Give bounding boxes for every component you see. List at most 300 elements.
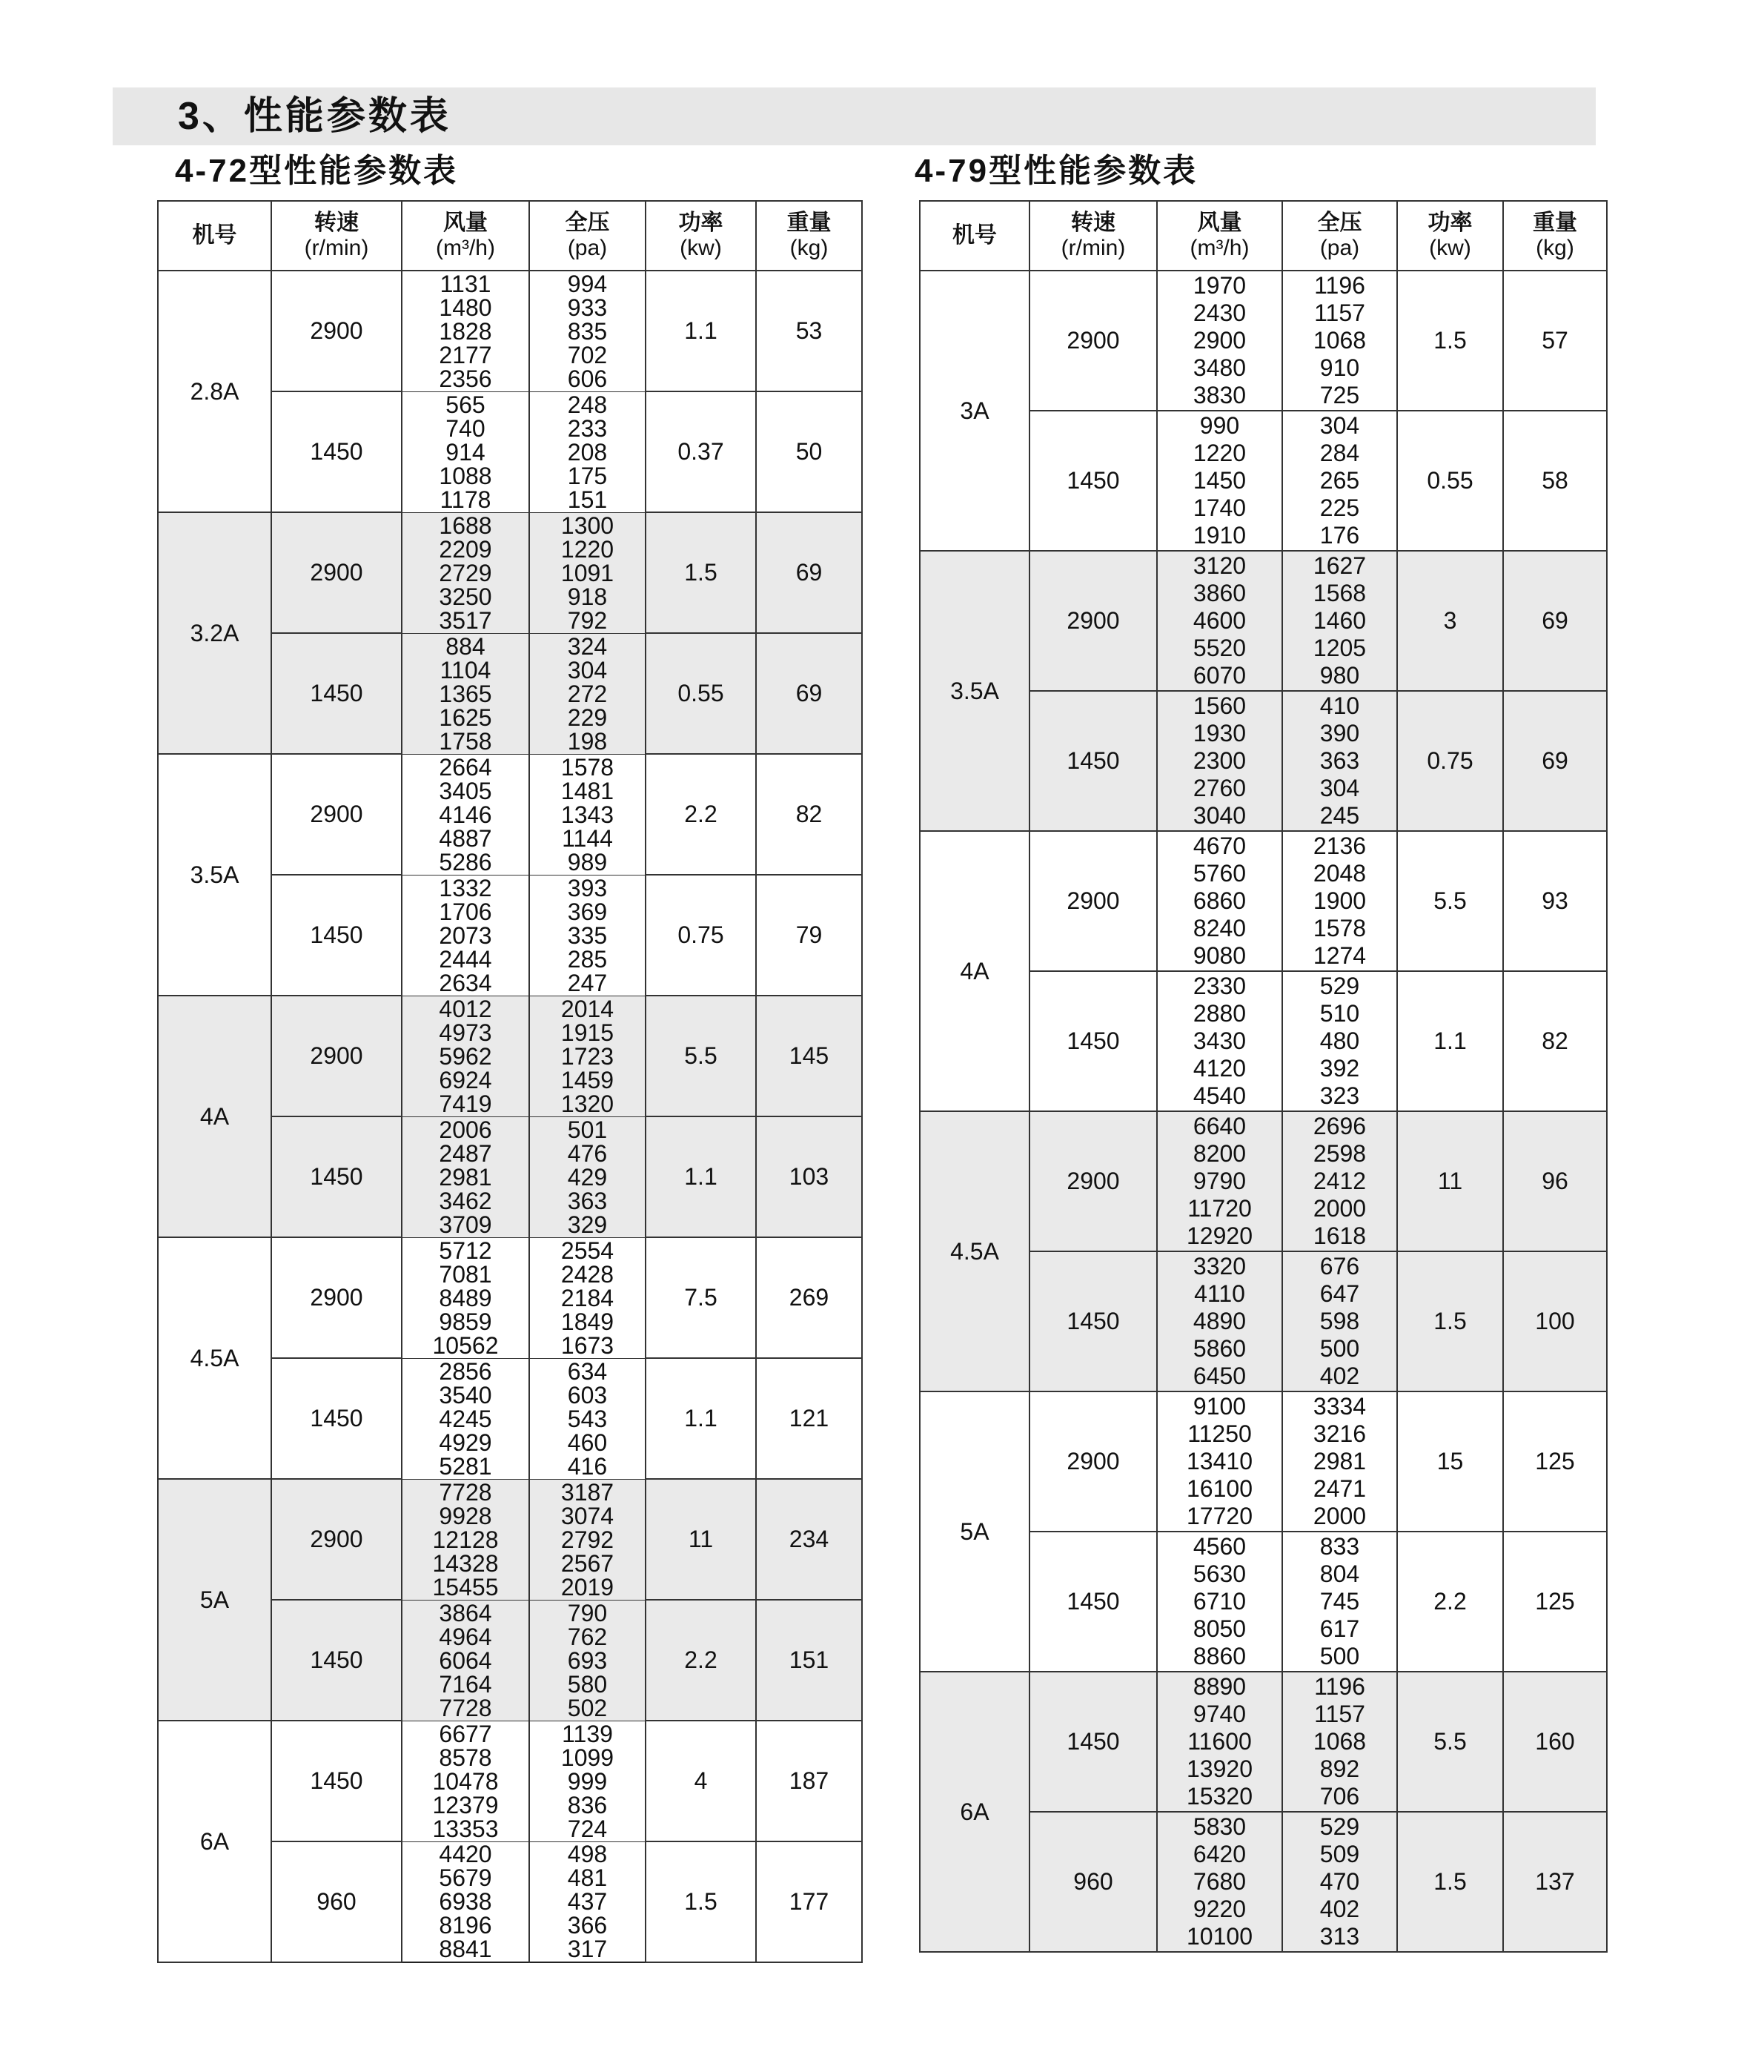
table-title-4-79: 4-79型性能参数表 bbox=[915, 153, 1198, 189]
table-row bbox=[920, 1111, 1607, 1251]
pressure-header bbox=[1282, 201, 1397, 271]
pressure-value: 1157 bbox=[1314, 1701, 1365, 1727]
flow-value: 2634 bbox=[439, 969, 492, 996]
flow-value: 11720 bbox=[1187, 1195, 1252, 1222]
pressure-cell bbox=[529, 1841, 646, 1962]
weight-cell: 50 bbox=[756, 391, 862, 512]
pressure-cell bbox=[529, 1721, 646, 1841]
flow-value: 1332 bbox=[439, 875, 492, 901]
flow-value: 4120 bbox=[1193, 1055, 1247, 1082]
weight-cell: 79 bbox=[756, 875, 862, 996]
flow-value: 3540 bbox=[439, 1381, 492, 1409]
speed-cell: 1450 bbox=[1029, 1672, 1157, 1812]
flow-value: 8240 bbox=[1193, 915, 1247, 941]
table-row bbox=[158, 754, 862, 875]
weight-cell: 57 bbox=[1503, 271, 1607, 411]
pressure-value: 390 bbox=[1319, 720, 1360, 747]
header-row bbox=[158, 201, 862, 271]
pressure-value: 2019 bbox=[560, 1573, 614, 1600]
header-unit: (kg) bbox=[789, 236, 829, 260]
flow-value: 7680 bbox=[1193, 1868, 1247, 1895]
weight-cell: 160 bbox=[1503, 1672, 1607, 1812]
power-cell: 2.2 bbox=[1397, 1532, 1503, 1672]
pressure-value: 335 bbox=[567, 921, 608, 949]
flow-value: 4245 bbox=[439, 1405, 492, 1432]
weight-cell: 103 bbox=[756, 1116, 862, 1237]
flow-value: 990 bbox=[1199, 412, 1240, 439]
flow-value: 1758 bbox=[439, 727, 492, 754]
flow-value: 12379 bbox=[432, 1791, 499, 1818]
pressure-value: 272 bbox=[567, 680, 608, 707]
pressure-value: 329 bbox=[567, 1211, 608, 1237]
flow-value: 1560 bbox=[1193, 692, 1247, 719]
model-cell: 5A bbox=[920, 1391, 1029, 1672]
pressure-value: 480 bbox=[1319, 1027, 1360, 1054]
model-cell: 3.2A bbox=[158, 512, 271, 754]
flow-value: 7728 bbox=[439, 1479, 492, 1506]
flow-value: 2729 bbox=[439, 559, 492, 586]
pressure-value: 437 bbox=[567, 1888, 608, 1916]
pressure-value: 647 bbox=[1319, 1280, 1360, 1307]
pressure-value: 2000 bbox=[1313, 1503, 1367, 1529]
flow-value: 15320 bbox=[1187, 1783, 1253, 1810]
flow-value: 2856 bbox=[439, 1358, 492, 1385]
flow-value: 8578 bbox=[439, 1744, 492, 1771]
power-cell: 5.5 bbox=[1397, 831, 1503, 971]
pressure-value: 313 bbox=[1319, 1923, 1360, 1950]
flow-value: 1688 bbox=[439, 512, 492, 539]
pressure-value: 3074 bbox=[560, 1502, 614, 1529]
flow-value: 4890 bbox=[1193, 1308, 1247, 1334]
pressure-cell bbox=[529, 1116, 646, 1237]
flow-value: 2430 bbox=[1193, 299, 1247, 326]
weight-cell: 125 bbox=[1503, 1532, 1607, 1672]
header-label: 转速 bbox=[1071, 211, 1115, 235]
flow-value: 1220 bbox=[1193, 440, 1247, 466]
speed-cell: 2900 bbox=[271, 996, 402, 1116]
flow-value: 8890 bbox=[1193, 1673, 1247, 1700]
pressure-value: 225 bbox=[1319, 494, 1360, 521]
flow-value: 2300 bbox=[1193, 747, 1247, 774]
model-header bbox=[158, 201, 271, 271]
flow-cell bbox=[402, 1116, 529, 1237]
speed-cell: 1450 bbox=[271, 1116, 402, 1237]
weight-cell: 177 bbox=[756, 1841, 862, 1962]
power-cell: 1.1 bbox=[646, 1358, 756, 1479]
flow-value: 4973 bbox=[439, 1019, 492, 1046]
table-row bbox=[158, 271, 862, 391]
power-cell: 1.1 bbox=[646, 1116, 756, 1237]
section-title: 3、性能参数表 bbox=[178, 95, 451, 138]
speed-cell: 2900 bbox=[1029, 831, 1157, 971]
flow-value: 1178 bbox=[440, 486, 491, 512]
flow-value: 6450 bbox=[1193, 1363, 1247, 1389]
flow-value: 7728 bbox=[439, 1694, 492, 1721]
pressure-cell bbox=[529, 1479, 646, 1600]
pressure-value: 1849 bbox=[560, 1308, 614, 1335]
flow-value: 3709 bbox=[439, 1211, 492, 1237]
pressure-value: 999 bbox=[567, 1767, 608, 1795]
pressure-value: 836 bbox=[567, 1791, 608, 1818]
flow-cell bbox=[1157, 1251, 1282, 1391]
flow-value: 2760 bbox=[1193, 775, 1247, 801]
pressure-value: 617 bbox=[1319, 1615, 1360, 1642]
pressure-value: 1673 bbox=[560, 1331, 614, 1358]
speed-cell: 1450 bbox=[271, 633, 402, 754]
model-cell: 3.5A bbox=[158, 754, 271, 996]
pressure-value: 176 bbox=[1319, 522, 1360, 549]
weight-cell: 121 bbox=[756, 1358, 862, 1479]
flow-value: 5760 bbox=[1193, 860, 1247, 887]
pressure-cell bbox=[529, 1358, 646, 1479]
flow-cell bbox=[402, 1600, 529, 1721]
table-row bbox=[158, 1721, 862, 1841]
flow-value: 17720 bbox=[1187, 1503, 1253, 1529]
flow-value: 3480 bbox=[1193, 354, 1247, 381]
speed-cell: 2900 bbox=[271, 271, 402, 391]
flow-value: 16100 bbox=[1187, 1475, 1253, 1502]
power-cell: 7.5 bbox=[646, 1237, 756, 1358]
flow-value: 11600 bbox=[1187, 1728, 1252, 1755]
power-cell: 0.75 bbox=[1397, 691, 1503, 831]
flow-value: 5281 bbox=[439, 1452, 492, 1479]
power-header bbox=[1397, 201, 1503, 271]
speed-cell: 2900 bbox=[271, 512, 402, 633]
flow-header bbox=[1157, 201, 1282, 271]
weight-cell: 58 bbox=[1503, 411, 1607, 551]
model-cell: 2.8A bbox=[158, 271, 271, 512]
weight-cell: 93 bbox=[1503, 831, 1607, 971]
flow-value: 914 bbox=[445, 438, 485, 466]
flow-value: 5860 bbox=[1193, 1335, 1247, 1362]
flow-value: 10100 bbox=[1187, 1923, 1253, 1950]
pressure-value: 2412 bbox=[1313, 1168, 1367, 1194]
power-cell: 11 bbox=[646, 1479, 756, 1600]
flow-cell bbox=[1157, 551, 1282, 691]
header-label: 机号 bbox=[192, 223, 237, 248]
flow-value: 2900 bbox=[1193, 327, 1247, 354]
flow-value: 3430 bbox=[1193, 1027, 1247, 1054]
pressure-value: 1915 bbox=[560, 1019, 614, 1046]
pressure-value: 792 bbox=[567, 606, 608, 633]
flow-value: 1450 bbox=[1193, 467, 1247, 494]
flow-value: 1970 bbox=[1193, 272, 1247, 299]
pressure-value: 606 bbox=[567, 365, 608, 391]
pressure-value: 1320 bbox=[560, 1090, 614, 1116]
pressure-value: 233 bbox=[567, 414, 608, 442]
pressure-value: 410 bbox=[1319, 692, 1360, 719]
pressure-value: 1139 bbox=[562, 1721, 613, 1747]
pressure-value: 933 bbox=[567, 294, 608, 321]
weight-cell: 82 bbox=[1503, 971, 1607, 1111]
pressure-value: 1157 bbox=[1314, 299, 1365, 326]
pressure-value: 500 bbox=[1319, 1643, 1360, 1669]
pressure-cell bbox=[529, 996, 646, 1116]
pressure-value: 706 bbox=[1319, 1783, 1360, 1810]
pressure-value: 790 bbox=[567, 1600, 608, 1626]
pressure-cell bbox=[529, 754, 646, 875]
flow-value: 3320 bbox=[1193, 1253, 1247, 1280]
pressure-cell bbox=[1282, 1251, 1397, 1391]
pressure-value: 317 bbox=[567, 1936, 608, 1962]
speed-cell: 1450 bbox=[1029, 1532, 1157, 1672]
pressure-value: 498 bbox=[567, 1841, 608, 1868]
pressure-value: 402 bbox=[1319, 1896, 1360, 1922]
pressure-value: 676 bbox=[1319, 1253, 1360, 1280]
pressure-value: 304 bbox=[1319, 775, 1360, 801]
flow-value: 8860 bbox=[1193, 1643, 1247, 1669]
flow-value: 884 bbox=[445, 633, 485, 660]
speed-header bbox=[1029, 201, 1157, 271]
header-unit: (m³/h) bbox=[1190, 236, 1250, 260]
table-row bbox=[920, 271, 1607, 411]
speed-cell: 1450 bbox=[271, 875, 402, 996]
pressure-value: 1578 bbox=[1313, 915, 1367, 941]
flow-value: 8200 bbox=[1193, 1140, 1247, 1167]
pressure-value: 598 bbox=[1319, 1308, 1360, 1334]
pressure-value: 1627 bbox=[1313, 552, 1367, 579]
pressure-value: 833 bbox=[1319, 1533, 1360, 1560]
flow-value: 565 bbox=[445, 391, 485, 418]
flow-value: 1088 bbox=[439, 462, 492, 489]
pressure-value: 1196 bbox=[1314, 272, 1365, 299]
flow-cell bbox=[1157, 971, 1282, 1111]
header-label: 全压 bbox=[565, 211, 610, 235]
pressure-value: 1900 bbox=[1313, 887, 1367, 914]
weight-cell: 100 bbox=[1503, 1251, 1607, 1391]
pressure-value: 1205 bbox=[1313, 635, 1367, 661]
power-cell: 0.55 bbox=[646, 633, 756, 754]
weight-cell: 69 bbox=[1503, 691, 1607, 831]
pressure-value: 363 bbox=[1319, 747, 1360, 774]
speed-cell: 1450 bbox=[271, 1600, 402, 1721]
pressure-value: 1578 bbox=[560, 754, 614, 781]
header-unit: (r/min) bbox=[1061, 236, 1126, 260]
flow-value: 3405 bbox=[439, 777, 492, 804]
flow-cell bbox=[1157, 691, 1282, 831]
pressure-value: 2136 bbox=[1313, 833, 1367, 859]
pressure-value: 989 bbox=[567, 848, 608, 875]
pressure-value: 265 bbox=[1319, 467, 1360, 494]
pressure-value: 910 bbox=[1319, 354, 1360, 381]
flow-value: 9100 bbox=[1193, 1393, 1247, 1420]
flow-cell bbox=[1157, 1672, 1282, 1812]
pressure-value: 693 bbox=[567, 1646, 608, 1674]
header-label: 功率 bbox=[1428, 211, 1473, 235]
flow-value: 15455 bbox=[432, 1573, 499, 1600]
power-cell: 15 bbox=[1397, 1391, 1503, 1532]
pressure-value: 2184 bbox=[560, 1284, 614, 1311]
pressure-value: 460 bbox=[567, 1429, 608, 1456]
pressure-value: 2000 bbox=[1313, 1195, 1367, 1222]
flow-value: 3860 bbox=[1193, 580, 1247, 606]
pressure-value: 393 bbox=[567, 875, 608, 901]
pressure-value: 603 bbox=[567, 1381, 608, 1409]
header-unit: (pa) bbox=[1319, 236, 1360, 260]
pressure-value: 980 bbox=[1319, 662, 1360, 689]
flow-value: 6677 bbox=[439, 1721, 492, 1747]
flow-value: 14328 bbox=[432, 1549, 499, 1577]
speed-cell: 1450 bbox=[1029, 411, 1157, 551]
flow-value: 4012 bbox=[439, 996, 492, 1022]
table-row bbox=[158, 1479, 862, 1600]
weight-cell: 269 bbox=[756, 1237, 862, 1358]
pressure-cell bbox=[1282, 971, 1397, 1111]
weight-cell: 53 bbox=[756, 271, 862, 391]
header-label: 重量 bbox=[786, 211, 832, 235]
pressure-value: 2428 bbox=[560, 1260, 614, 1288]
power-cell: 0.37 bbox=[646, 391, 756, 512]
flow-value: 2073 bbox=[439, 921, 492, 949]
speed-cell: 1450 bbox=[271, 1358, 402, 1479]
pressure-value: 3216 bbox=[1313, 1420, 1367, 1447]
model-cell: 6A bbox=[920, 1672, 1029, 1952]
pressure-value: 1220 bbox=[560, 535, 614, 563]
flow-value: 9080 bbox=[1193, 942, 1247, 969]
flow-cell bbox=[402, 391, 529, 512]
pressure-value: 724 bbox=[567, 1815, 608, 1841]
power-cell: 1.5 bbox=[1397, 1812, 1503, 1952]
flow-value: 2006 bbox=[439, 1116, 492, 1143]
weight-cell: 69 bbox=[756, 512, 862, 633]
table-row bbox=[920, 1672, 1607, 1812]
weight-header bbox=[756, 201, 862, 271]
pressure-value: 285 bbox=[567, 945, 608, 973]
flow-value: 9220 bbox=[1193, 1896, 1247, 1922]
pressure-value: 304 bbox=[567, 656, 608, 684]
power-cell: 1.1 bbox=[1397, 971, 1503, 1111]
speed-cell: 2900 bbox=[271, 1237, 402, 1358]
speed-cell: 2900 bbox=[1029, 271, 1157, 411]
pressure-value: 500 bbox=[1319, 1335, 1360, 1362]
header-unit: (kw) bbox=[680, 236, 722, 260]
pressure-cell bbox=[1282, 691, 1397, 831]
pressure-cell bbox=[1282, 1111, 1397, 1251]
pressure-value: 2014 bbox=[560, 996, 614, 1022]
power-cell: 5.5 bbox=[1397, 1672, 1503, 1812]
pressure-value: 2471 bbox=[1313, 1475, 1367, 1502]
model-cell: 4.5A bbox=[158, 1237, 271, 1479]
model-cell: 6A bbox=[158, 1721, 271, 1962]
flow-value: 9859 bbox=[439, 1308, 492, 1335]
flow-cell bbox=[402, 1358, 529, 1479]
pressure-value: 702 bbox=[567, 341, 608, 368]
power-cell: 2.2 bbox=[646, 1600, 756, 1721]
flow-value: 2444 bbox=[439, 945, 492, 973]
flow-value: 2209 bbox=[439, 535, 492, 563]
pressure-cell bbox=[1282, 271, 1397, 411]
table-title-4-72: 4-72型性能参数表 bbox=[175, 153, 459, 189]
pressure-value: 248 bbox=[567, 391, 608, 418]
flow-value: 7081 bbox=[439, 1260, 492, 1288]
speed-cell: 2900 bbox=[1029, 1111, 1157, 1251]
pressure-value: 1196 bbox=[1314, 1673, 1365, 1700]
flow-cell bbox=[1157, 1391, 1282, 1532]
pressure-value: 402 bbox=[1319, 1363, 1360, 1389]
flow-value: 3040 bbox=[1193, 802, 1247, 829]
flow-value: 3864 bbox=[439, 1600, 492, 1626]
pressure-value: 429 bbox=[567, 1163, 608, 1191]
model-cell: 4.5A bbox=[920, 1111, 1029, 1391]
weight-cell: 125 bbox=[1503, 1391, 1607, 1532]
flow-value: 3517 bbox=[439, 606, 492, 633]
pressure-value: 481 bbox=[567, 1864, 608, 1892]
pressure-value: 580 bbox=[567, 1670, 608, 1698]
speed-cell: 960 bbox=[271, 1841, 402, 1962]
flow-value: 5962 bbox=[439, 1042, 492, 1070]
flow-value: 2880 bbox=[1193, 1000, 1247, 1027]
flow-cell bbox=[402, 875, 529, 996]
pressure-value: 892 bbox=[1319, 1755, 1360, 1782]
flow-value: 8489 bbox=[439, 1284, 492, 1311]
flow-value: 7164 bbox=[439, 1670, 492, 1698]
pressure-cell bbox=[1282, 1391, 1397, 1532]
power-cell: 1.5 bbox=[646, 1841, 756, 1962]
flow-value: 8196 bbox=[439, 1912, 492, 1939]
flow-value: 2356 bbox=[439, 365, 492, 391]
table-row bbox=[920, 831, 1607, 971]
flow-value: 1740 bbox=[1193, 494, 1247, 521]
flow-value: 6420 bbox=[1193, 1841, 1247, 1867]
table-row bbox=[920, 1391, 1607, 1532]
flow-cell bbox=[402, 1841, 529, 1962]
flow-value: 4146 bbox=[439, 801, 492, 828]
flow-value: 10478 bbox=[432, 1767, 499, 1795]
pressure-value: 509 bbox=[1319, 1841, 1360, 1867]
flow-value: 5679 bbox=[439, 1864, 492, 1892]
flow-value: 10562 bbox=[432, 1331, 499, 1358]
pressure-value: 804 bbox=[1319, 1560, 1360, 1587]
flow-cell bbox=[1157, 271, 1282, 411]
flow-value: 6070 bbox=[1193, 662, 1247, 689]
flow-cell bbox=[402, 1479, 529, 1600]
flow-value: 12128 bbox=[432, 1526, 499, 1553]
flow-value: 3830 bbox=[1193, 382, 1247, 408]
flow-value: 5286 bbox=[439, 848, 492, 875]
flow-cell bbox=[1157, 831, 1282, 971]
flow-cell bbox=[1157, 1812, 1282, 1952]
table-row bbox=[920, 551, 1607, 691]
flow-value: 1480 bbox=[439, 294, 492, 321]
flow-cell bbox=[1157, 1532, 1282, 1672]
flow-value: 740 bbox=[445, 414, 485, 442]
flow-cell bbox=[402, 754, 529, 875]
flow-cell bbox=[402, 1237, 529, 1358]
model-cell: 3A bbox=[920, 271, 1029, 551]
pressure-value: 323 bbox=[1319, 1082, 1360, 1109]
flow-value: 3250 bbox=[439, 583, 492, 610]
pressure-value: 529 bbox=[1319, 973, 1360, 999]
pressure-value: 476 bbox=[567, 1139, 608, 1167]
pressure-value: 1459 bbox=[560, 1066, 614, 1093]
pressure-value: 470 bbox=[1319, 1868, 1360, 1895]
power-cell: 0.55 bbox=[1397, 411, 1503, 551]
header-unit: (pa) bbox=[567, 236, 608, 260]
flow-value: 1625 bbox=[439, 704, 492, 731]
flow-value: 6064 bbox=[439, 1646, 492, 1674]
pressure-value: 304 bbox=[1319, 412, 1360, 439]
flow-value: 1706 bbox=[439, 898, 492, 925]
flow-value: 4110 bbox=[1194, 1280, 1245, 1307]
flow-value: 1910 bbox=[1193, 522, 1247, 549]
table-row bbox=[158, 512, 862, 633]
pressure-cell bbox=[1282, 1672, 1397, 1812]
pressure-value: 543 bbox=[567, 1405, 608, 1432]
weight-header bbox=[1503, 201, 1607, 271]
model-header bbox=[920, 201, 1029, 271]
flow-value: 12920 bbox=[1187, 1222, 1253, 1249]
pressure-value: 1144 bbox=[562, 824, 613, 852]
